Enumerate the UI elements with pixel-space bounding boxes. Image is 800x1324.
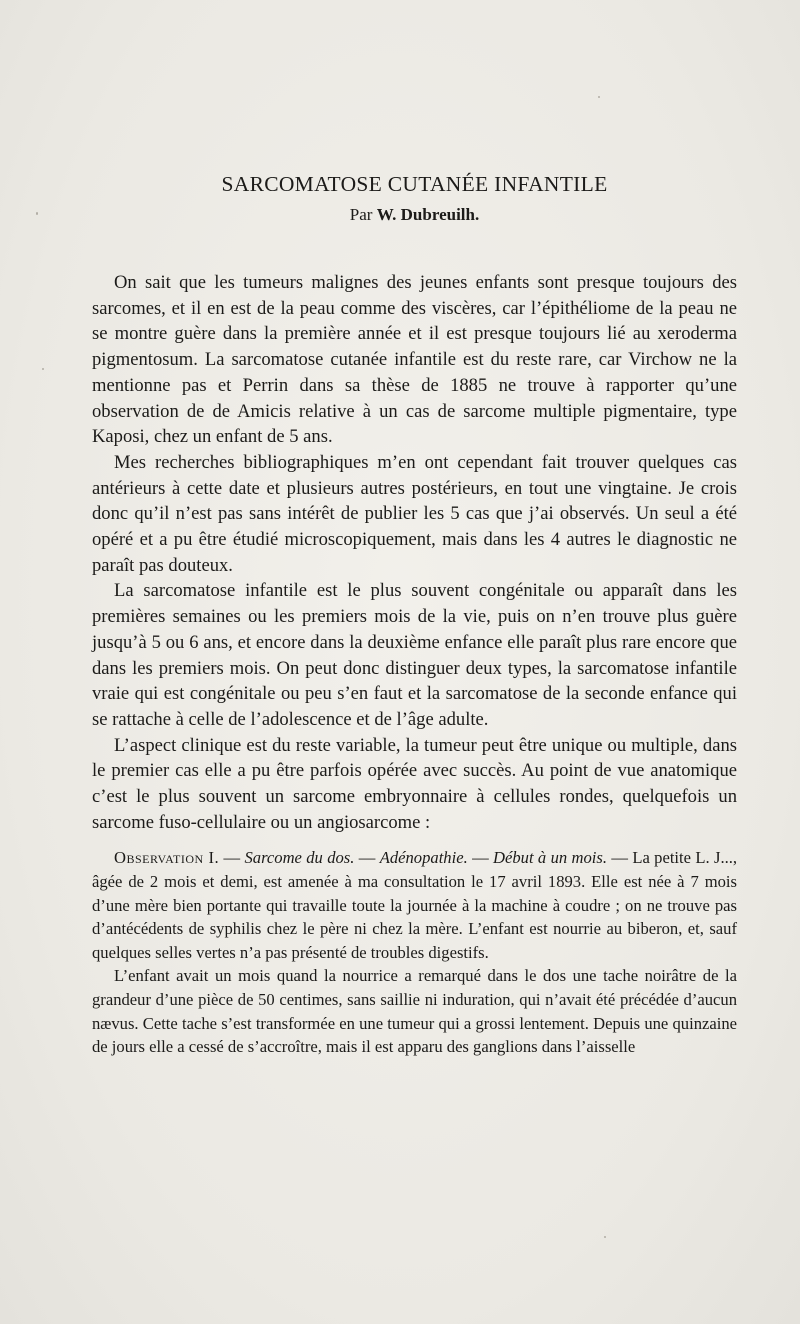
observation-dash: — — [354, 848, 380, 868]
article-title: SARCOMATOSE CUTANÉE INFANTILE — [221, 172, 608, 196]
observation-heading: Début à un mois. — [493, 848, 608, 868]
byline-prefix: Par — [349, 205, 373, 224]
paragraph: Mes recherches bibliographiques m’en ont cependant fait trouver quelques cas antérieurs à cette date et plusieurs autres postérieurs, en tout une vingtaine. Je crois donc qu’il n’est pas sans intérêt de publier les 5 cas que j’ai observés. Un seul a été opéré et a pu être étudié microscopiquement, mais dans les 4 autres le diagnostic ne paraît pas douteux. — [92, 451, 737, 576]
paragraph: On sait que les tumeurs malignes des jeunes enfants sont presque toujours des sarcomes, et il en est de la peau comme des viscères, car l’épithéliome de la peau ne se montre guère dans la première année et il est presque toujours lié au xeroderma pigmentosum. La sarcomatose cutanée infantile est du reste rare, car Virchow ne la mentionne pas et Perrin dans sa thèse de 1885 ne trouve à rapporter qu’une observation de de Amicis relative à un cas de sarcome multiple pigmentaire, type Kaposi, chez un enfant de 5 ans. — [92, 272, 737, 448]
observation-heading: Adénopathie. — [379, 848, 468, 868]
observation-text: La petite L. J..., âgée de 2 mois et demi, est amenée à ma consultation le 17 avril 1893. Elle est née à 7 mois d’une mère bien portante qui travaille toute la journée à la machine à coudre ; on ne trouve pas d’antécédents de syphilis chez le père ni chez la mère. L’enfant est nourrie au biberon, et, sauf quelques selles vertes n’a pas présenté de troubles digestifs. — [92, 848, 738, 962]
observation-paragraph — [92, 846, 737, 964]
article-body — [92, 270, 737, 835]
observation-label: Observation I. — [114, 848, 220, 868]
paragraph: L’aspect clinique est du reste variable, la tumeur peut être unique ou multiple, dans le premier cas elle a pu être parfois opérée avec succès. Au point de vue anatomique c’est le plus souvent un sarcome embryonnaire à cellules rondes, quelquefois un sarcome fuso-cellulaire ou un angiosarcome : — [92, 734, 737, 833]
byline — [92, 202, 737, 228]
observation-dash: — — [607, 848, 633, 868]
observation-dash: — — [467, 848, 494, 868]
paragraph: La sarcomatose infantile est le plus souvent congénitale ou apparaît dans les premières semaines ou les premiers mois de la vie, puis on n’en trouve plus guère jusqu’à 5 ou 6 ans, et encore dans la deuxième enfance elle paraît plus rare encore que dans les premiers mois. On peut donc distinguer deux types, la sarcomatose infantile vraie qui est congénitale ou peu s’en faut et la sarcomatose de la seconde enfance qui se rattache à celle de l’adolescence et de l’âge adulte. — [92, 580, 737, 730]
observation-block — [92, 846, 737, 1058]
paper-speck — [36, 212, 38, 215]
paper-speck — [42, 368, 44, 370]
observation-paragraph: L’enfant avait un mois quand la nourrice a remarqué dans le dos une tache noirâtre de la grandeur d’une pièce de 50 centimes, sans saillie ni induration, qui n’avait été précédée d’aucun nævus. Cette tache s’est transformée en une tumeur qui a grossi lentement. Depuis une quinzaine de jours elle a cessé de s’accroître, mais il est apparu des ganglions dans l’aisselle — [92, 966, 737, 1057]
paper-speck — [598, 96, 600, 98]
paper-speck — [604, 1236, 606, 1238]
article — [92, 168, 737, 1059]
observation-heading: Sarcome du dos. — [244, 848, 355, 868]
observation-dash: — — [219, 848, 245, 868]
author-name: W. Dubreuilh. — [376, 205, 480, 224]
